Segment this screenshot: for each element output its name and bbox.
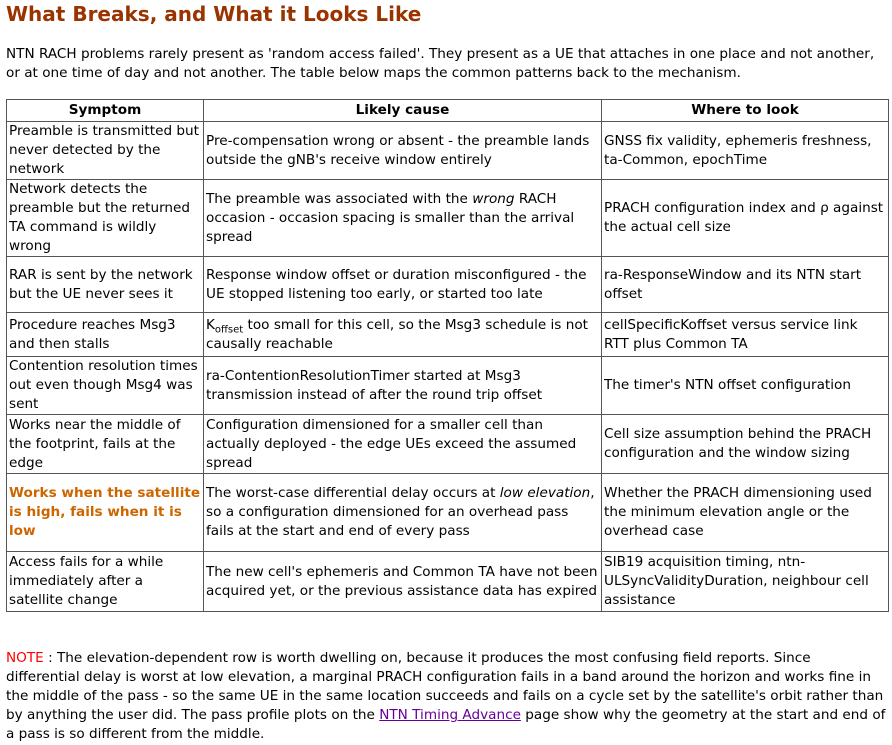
cause-text: RACH occasion - occasion spacing is smaller than the arrival spread (206, 190, 575, 245)
cause-text: , so a configuration dimensioned for an overhead pass fails at the start and end of every pass (206, 485, 595, 539)
table-row (7, 552, 889, 612)
header-symptom: Symptom (7, 100, 204, 122)
cause-text: too small for this cell, so the Msg3 schedule is not causally reachable (206, 316, 588, 352)
cause-cell (204, 474, 602, 552)
cause-cell: ra-ContentionResolutionTimer started at Msg3 transmission instead of after the round trip offset (204, 357, 602, 415)
symptom-cell: Preamble is transmitted but never detected by the network (7, 122, 204, 180)
intro-paragraph: NTN RACH problems rarely present as 'random access failed'. They present as a UE that attaches in one place and not another, or at one time of day and not another. The table below maps the common patterns back to the mechanism. (6, 46, 875, 81)
cause-cell: The new cell's ephemeris and Common TA have not been acquired yet, or the previous assistance data has expired (204, 552, 602, 612)
symptom-cell: RAR is sent by the network but the UE never sees it (7, 257, 204, 313)
symptom-cell: Access fails for a while immediately after a satellite change (7, 552, 204, 612)
table-row (7, 415, 889, 474)
cause-cell (204, 180, 602, 257)
symptom-cell: Contention resolution times out even though Msg4 was sent (7, 357, 204, 415)
where-cell: Whether the PRACH dimensioning used the minimum elevation angle or the overhead case (602, 474, 889, 552)
koffset-subscript: offset (214, 324, 244, 336)
table-row (7, 180, 889, 257)
cause-emphasis: wrong (472, 190, 515, 207)
note-text: page show why the geometry at the start and end of a pass is so different from the middle. (6, 707, 886, 742)
where-cell: Cell size assumption behind the PRACH configuration and the window sizing (602, 415, 889, 474)
symptom-cell: Procedure reaches Msg3 and then stalls (7, 313, 204, 357)
cause-emphasis: low elevation (499, 485, 591, 501)
cause-cell: Pre-compensation wrong or absent - the preamble lands outside the gNB's receive window entirely (204, 122, 602, 180)
header-likely-cause: Likely cause (204, 100, 602, 122)
table-row (7, 357, 889, 415)
note-paragraph (6, 649, 888, 744)
table-row (7, 313, 889, 357)
where-cell: cellSpecificKoffset versus service link RTT plus Common TA (602, 313, 889, 357)
table-row-highlighted (7, 474, 889, 552)
where-cell: GNSS fix validity, ephemeris freshness, ta-Common, epochTime (602, 122, 889, 180)
note-label: NOTE (6, 650, 44, 666)
cause-text: The preamble was associated with the (206, 190, 473, 207)
where-cell: ra-ResponseWindow and its NTN start offset (602, 257, 889, 313)
symptom-cell: Network detects the preamble but the returned TA command is wildly wrong (7, 180, 204, 257)
symptom-cell: Works when the satellite is high, fails when it is low (7, 474, 204, 552)
ntn-timing-advance-link[interactable]: NTN Timing Advance (379, 707, 521, 723)
where-cell: SIB19 acquisition timing, ntn-ULSyncValidityDuration, neighbour cell assistance (602, 552, 889, 612)
symptom-table (6, 99, 889, 612)
note-text: : The elevation-dependent row is worth dwelling on, because it produces the most confusing field reports. Since differential delay is worst at low elevation, a marginal PRACH configuration fails in a band around the horizon and works fine in the middle of the pass - so the same UE in the same location succeeds and fails on a cycle set by the satellite's orbit rather than by anything the user did. The pass profile plots on the (6, 650, 884, 723)
cause-cell (204, 313, 602, 357)
where-cell: The timer's NTN offset configuration (602, 357, 889, 415)
cause-cell: Configuration dimensioned for a smaller cell than actually deployed - the edge UEs exceed the assumed spread (204, 415, 602, 474)
table-row (7, 122, 889, 180)
symptom-cell: Works near the middle of the footprint, fails at the edge (7, 415, 204, 474)
header-where-to-look: Where to look (602, 100, 889, 122)
table-row (7, 257, 889, 313)
koffset-symbol: K (206, 316, 215, 333)
where-cell: PRACH configuration index and ρ against the actual cell size (602, 180, 889, 257)
cause-text: The worst-case differential delay occurs at (206, 485, 500, 501)
cause-cell: Response window offset or duration misconfigured - the UE stopped listening too early, or started too late (204, 257, 602, 313)
section-heading: What Breaks, and What it Looks Like (6, 2, 422, 26)
table-header-row (7, 100, 889, 122)
